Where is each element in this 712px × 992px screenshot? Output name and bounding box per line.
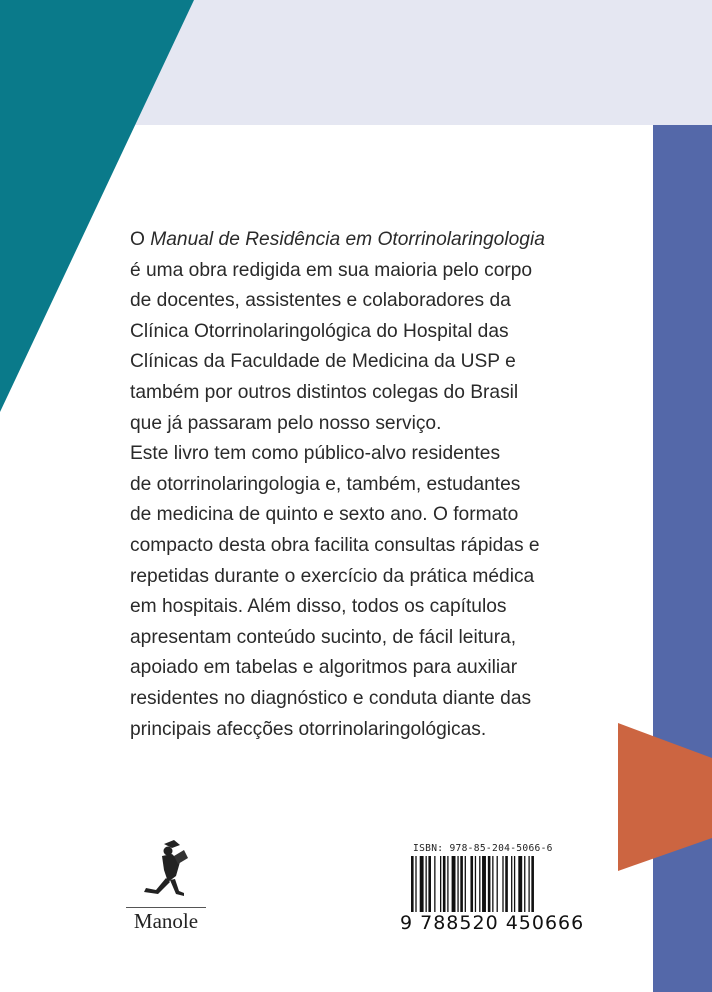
- text-line: compacto desta obra facilita consultas rápidas e: [130, 534, 540, 556]
- publisher-logo: [126, 838, 206, 934]
- text-line: é uma obra redigida em sua maioria pelo corpo: [130, 259, 533, 281]
- text-line: que já passaram pelo nosso serviço.: [130, 412, 442, 434]
- text-line: Clínica Otorrinolaringológica do Hospital das: [130, 320, 509, 342]
- text-line: Este livro tem como público-alvo residentes: [130, 443, 501, 465]
- text-line: apoiado em tabelas e algoritmos para auxiliar: [130, 657, 518, 679]
- text-line: de otorrinolaringologia e, também, estudantes: [130, 473, 521, 495]
- text-line: apresentam conteúdo sucinto, de fácil leitura,: [130, 626, 517, 648]
- text-line: de docentes, assistentes e colaboradores da: [130, 290, 511, 312]
- text-line: Clínicas da Faculdade de Medicina da USP e: [130, 351, 516, 373]
- publisher-name: Manole: [126, 907, 206, 934]
- text-line: principais afecções otorrinolaringológicas.: [130, 718, 487, 740]
- reading-man-icon: [136, 838, 196, 900]
- text-line: em hospitais. Além disso, todos os capítulos: [130, 596, 507, 618]
- book-title: Manual de Residência em Otorrinolaringologia: [150, 229, 545, 250]
- barcode-number: 9 788520 450666: [400, 912, 585, 934]
- text-line: repetidas durante o exercício da prática médica: [130, 565, 535, 587]
- blue-stripe: [653, 125, 712, 992]
- text-line: também por outros distintos colegas do Brasil: [130, 381, 519, 403]
- back-cover-description: [130, 225, 545, 745]
- isbn-label: ISBN: 978-85-204-5066-6: [413, 843, 553, 854]
- text-line: de medicina de quinto e sexto ano. O formato: [130, 504, 519, 526]
- text-line: [130, 225, 545, 256]
- text-line: residentes no diagnóstico e conduta diante das: [130, 687, 532, 709]
- text-prefix: O: [130, 229, 151, 250]
